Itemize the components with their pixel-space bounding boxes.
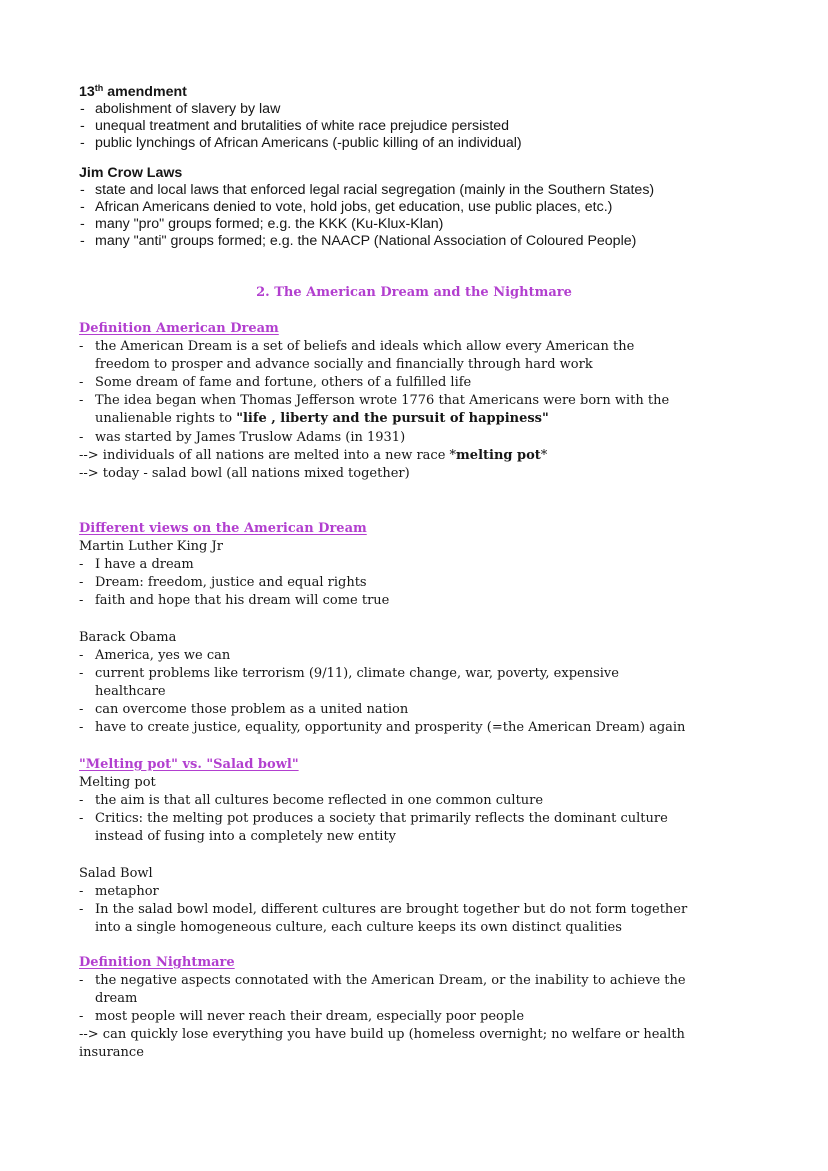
amendment-heading	[79, 80, 779, 101]
list-item: - Critics: the melting pot produces a society that primarily reflects the dominant culture instead of fusing into a completely new entity	[79, 811, 668, 845]
list-item: - the negative aspects connotated with the American Dream, or the inability to achieve the dream	[79, 973, 686, 1007]
list-item: - faith and hope that his dream will come true	[79, 592, 759, 610]
definition-dream-heading: Definition American Dream	[79, 321, 279, 336]
dash: -	[79, 665, 84, 681]
list-item: - metaphor	[79, 883, 759, 901]
list-item: - many "pro" groups formed; e.g. the KKK (Ku-Klux-Klan)	[80, 216, 444, 232]
dash: -	[80, 182, 85, 198]
list-item: - was started by James Truslow Adams (in 1931)	[79, 429, 759, 447]
melting-pot-name: Melting pot	[79, 775, 156, 791]
list-item: - Dream: freedom, justice and equal rights	[79, 574, 759, 592]
list-item: - The idea began when Thomas Jefferson wrote 1776 that Americans were born with the unalienable rights to "life , liberty and the pursuit of happiness"	[79, 393, 670, 427]
dash: -	[79, 811, 84, 827]
dash: -	[79, 720, 84, 736]
jefferson-quote: "life , liberty and the pursuit of happiness"	[236, 411, 549, 427]
list-item: - America, yes we can	[79, 647, 759, 665]
list-item: - abolishment of slavery by law	[80, 101, 281, 117]
dash: -	[79, 883, 84, 899]
melting-vs-salad-heading: "Melting pot" vs. "Salad bowl"	[79, 757, 299, 772]
list-item: - public lynchings of African Americans (-public killing of an individual)	[80, 135, 522, 151]
dash: -	[79, 901, 84, 917]
list-item: - many "anti" groups formed; e.g. the NAACP (National Association of Coloured People)	[80, 233, 637, 249]
arrow-note: --> today - salad bowl (all nations mixed together)	[79, 465, 410, 481]
dash: -	[79, 973, 84, 989]
amendment-section	[79, 80, 779, 152]
dash: -	[80, 101, 85, 117]
salad-bowl-name: Salad Bowl	[79, 865, 153, 881]
dash: -	[79, 1009, 84, 1025]
list-item: - can overcome those problem as a united nation	[79, 701, 759, 719]
arrow-note: --> can quickly lose everything you have build up (homeless overnight; no welfare or health insurance	[79, 1027, 685, 1061]
amendment-heading-number: 13	[79, 84, 95, 100]
dash: -	[80, 199, 85, 215]
list-item: - the American Dream is a set of beliefs and ideals which allow every American the freedom to prosper and advance socially and financially through hard work	[79, 339, 635, 373]
arrow-note: --> individuals of all nations are melted into a new race *melting pot*	[79, 447, 548, 463]
dash: -	[79, 429, 84, 445]
list-item: - have to create justice, equality, opportunity and prosperity (=the American Dream) again	[79, 719, 759, 737]
dash: -	[80, 118, 85, 134]
list-item: - current problems like terrorism (9/11), climate change, war, poverty, expensive healthcare	[79, 665, 619, 699]
dash: -	[79, 339, 84, 355]
dash: -	[79, 375, 84, 391]
definition-dream-section	[79, 320, 759, 483]
definition-nightmare-heading: Definition Nightmare	[79, 955, 235, 970]
obama-name: Barack Obama	[79, 629, 177, 645]
dash: -	[79, 557, 84, 573]
dash: -	[79, 647, 84, 663]
jim-crow-heading: Jim Crow Laws	[79, 165, 183, 181]
melting-vs-salad-section	[79, 756, 759, 937]
dash: -	[79, 393, 84, 409]
list-item: - African Americans denied to vote, hold jobs, get education, use public places, etc.)	[80, 199, 613, 215]
list-item: - In the salad bowl model, different cultures are brought together but do not form together into a single homogeneous culture, each culture keeps its own distinct qualities	[79, 901, 688, 935]
dash: -	[79, 593, 84, 609]
dash: -	[79, 701, 84, 717]
list-item: - the aim is that all cultures become reflected in one common culture	[79, 792, 759, 810]
list-item: - Some dream of fame and fortune, others of a fulfilled life	[79, 374, 759, 392]
list-item: - most people will never reach their dream, especially poor people	[79, 1008, 759, 1026]
jim-crow-section	[79, 165, 779, 250]
dash: -	[80, 216, 85, 232]
different-views-heading: Different views on the American Dream	[79, 521, 367, 536]
dash: -	[80, 135, 85, 151]
list-item: - state and local laws that enforced legal racial segregation (mainly in the Southern States)	[80, 182, 655, 198]
list-item: - I have a dream	[79, 556, 759, 574]
section-title: 2. The American Dream and the Nightmare	[256, 285, 572, 300]
definition-nightmare-section	[79, 954, 759, 1063]
dash: -	[79, 575, 84, 591]
amendment-heading-text: amendment	[103, 84, 187, 100]
list-item: - unequal treatment and brutalities of white race prejudice persisted	[80, 118, 510, 134]
dash: -	[80, 233, 85, 249]
melting-pot-term: melting pot	[456, 447, 541, 463]
different-views-section	[79, 520, 759, 737]
mlk-name: Martin Luther King Jr	[79, 539, 223, 555]
amendment-heading-sup: th	[94, 83, 104, 93]
dash: -	[79, 793, 84, 809]
